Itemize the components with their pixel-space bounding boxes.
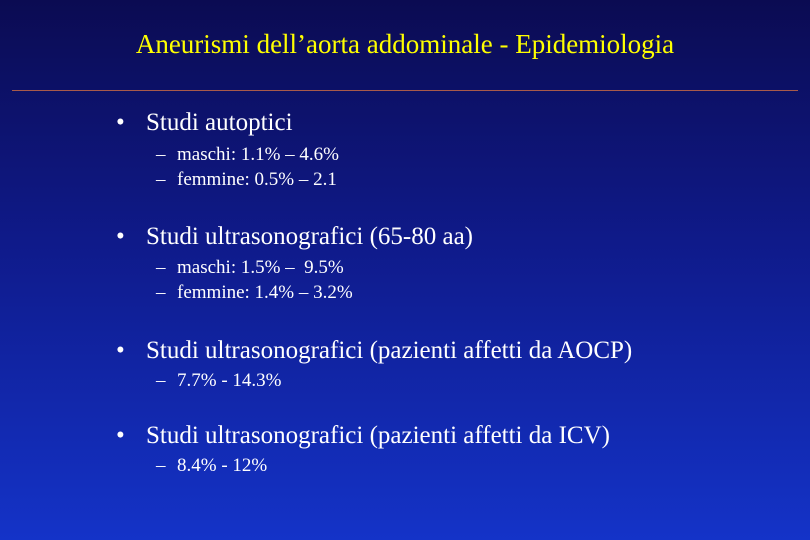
- sub-item-text: femmine: 1.4% – 3.2%: [177, 282, 353, 303]
- sub-item: [156, 168, 337, 192]
- bullet-icon: •: [116, 422, 125, 449]
- section-heading-text: Studi ultrasonografici (pazienti affetti da ICV): [146, 422, 610, 449]
- dash-icon: –: [156, 144, 166, 165]
- sub-item-text: maschi: 1.1% – 4.6%: [177, 144, 340, 165]
- dash-icon: –: [156, 370, 166, 391]
- section-heading-ultrasonografici-eta: [116, 222, 473, 252]
- dash-icon: –: [156, 169, 166, 190]
- bullet-icon: •: [116, 223, 125, 250]
- sub-item-text: femmine: 0.5% – 2.1: [177, 169, 337, 190]
- dash-icon: –: [156, 257, 166, 278]
- sub-item: [156, 369, 281, 393]
- dash-icon: –: [156, 455, 166, 476]
- section-heading-text: Studi ultrasonografici (65-80 aa): [146, 223, 473, 250]
- dash-icon: –: [156, 282, 166, 303]
- bullet-icon: •: [116, 337, 125, 364]
- sub-item: [156, 454, 267, 478]
- section-heading-ultrasonografici-icv: [116, 421, 610, 451]
- section-heading-text: Studi ultrasonografici (pazienti affetti da AOCP): [146, 337, 633, 364]
- slide-title: Aneurismi dell’aorta addominale - Epidemiologia: [135, 29, 675, 59]
- section-heading-autoptici: [116, 108, 293, 138]
- sub-item-text: 8.4% - 12%: [177, 455, 268, 476]
- sub-item: [156, 281, 353, 305]
- bullet-icon: •: [116, 109, 125, 136]
- sub-item: [156, 143, 339, 167]
- sub-item-text: 7.7% - 14.3%: [177, 370, 282, 391]
- sub-item: [156, 256, 344, 280]
- sub-item-text: maschi: 1.5% – 9.5%: [177, 257, 344, 278]
- section-heading-ultrasonografici-aocp: [116, 336, 632, 366]
- section-heading-text: Studi autoptici: [146, 109, 293, 136]
- title-divider: [12, 90, 798, 91]
